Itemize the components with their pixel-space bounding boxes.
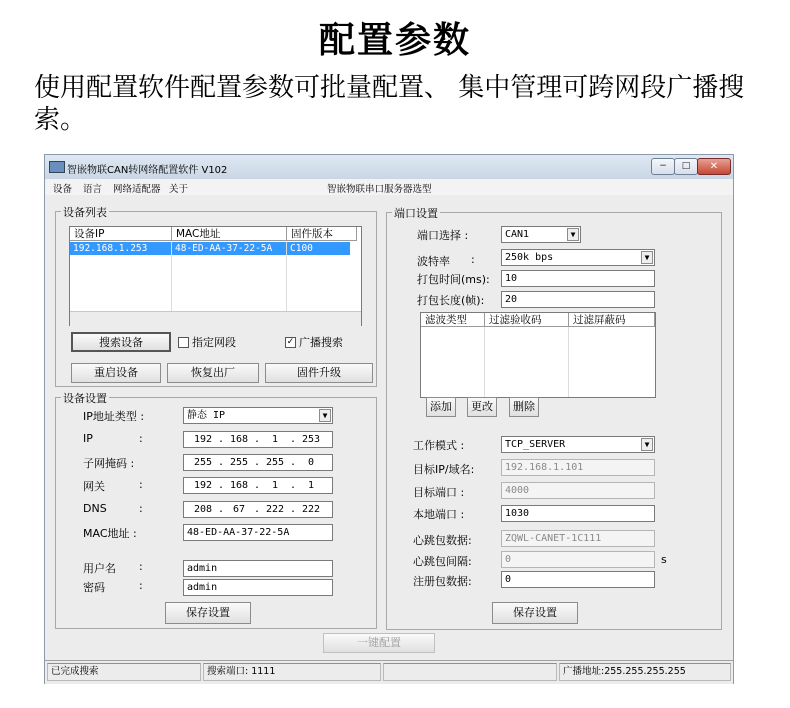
device-list-label: 设备列表 (63, 206, 107, 219)
device-list-table[interactable] (69, 226, 362, 326)
heartbeat-data-label: 心跳包数据: (413, 534, 472, 547)
add-filter-button[interactable]: 添加 (426, 397, 456, 417)
ip-type-value: 静态 IP (187, 410, 226, 421)
column-header-firmware[interactable]: 固件版本 (287, 227, 357, 241)
port-settings-label: 端口设置 (394, 207, 438, 220)
baud-rate-value: 250k bps (505, 252, 554, 263)
ip-dot: . (254, 504, 261, 515)
menu-network-adapter[interactable]: 网络适配器 (113, 184, 161, 195)
ip-octet: 192 (193, 434, 213, 445)
row-mac: 48-ED-AA-37-22-5A (175, 243, 273, 254)
password-label: 密码 (83, 581, 105, 594)
device-settings-label: 设备设置 (63, 392, 107, 405)
password-field[interactable]: admin (183, 579, 333, 596)
save-port-settings-button[interactable]: 保存设置 (492, 602, 578, 624)
register-data-field[interactable]: 0 (501, 571, 655, 588)
ip-colon: : (139, 432, 143, 445)
specify-segment-checkbox[interactable] (178, 337, 189, 348)
packet-length-field[interactable]: 20 (501, 291, 655, 308)
minimize-button[interactable]: − (651, 158, 675, 175)
username-label: 用户名 (83, 562, 116, 575)
broadcast-search-label: 广播搜索 (299, 336, 343, 349)
port-select[interactable] (501, 226, 581, 243)
broadcast-search-checkbox[interactable]: ✓ (286, 337, 295, 347)
row-ip: 192.168.1.253 (73, 243, 148, 254)
baud-label: 波特率 (417, 255, 450, 268)
ip-label: IP (83, 432, 93, 445)
mask-octet: 255 (229, 457, 249, 468)
ip-octet: 1 (271, 434, 279, 445)
subnet-mask-field[interactable] (183, 454, 333, 471)
ip-dot: . (290, 434, 297, 445)
status-blank (383, 663, 557, 681)
horizontal-scrollbar[interactable] (70, 311, 361, 326)
column-divider (171, 241, 172, 311)
ip-octet: 168 (229, 434, 249, 445)
chevron-down-icon[interactable]: ▼ (641, 438, 653, 451)
packet-time-field[interactable]: 10 (501, 270, 655, 287)
search-device-button[interactable]: 搜索设备 (71, 332, 171, 352)
dns-octet: 222 (265, 504, 285, 515)
config-window (44, 154, 734, 684)
ip-octet: 253 (301, 434, 321, 445)
status-broadcast-address: 广播地址:255.255.255.255 (559, 663, 731, 681)
page-description: 使用配置软件配置参数可批量配置、 集中管理可跨网段广播搜索。 (34, 73, 745, 135)
menu-bar (45, 179, 733, 195)
save-device-settings-button[interactable]: 保存设置 (165, 602, 251, 624)
one-click-config-button[interactable]: 一键配置 (323, 633, 435, 653)
gateway-octet: 1 (271, 480, 279, 491)
table-row[interactable] (70, 242, 350, 255)
gateway-octet: 1 (307, 480, 315, 491)
work-mode-label: 工作模式 : (413, 439, 465, 452)
target-ip-label: 目标IP/域名: (413, 463, 475, 476)
factory-reset-button[interactable]: 恢复出厂 (167, 363, 259, 383)
restart-device-button[interactable]: 重启设备 (71, 363, 161, 383)
ip-dot: . (254, 480, 261, 491)
title-bar[interactable] (45, 155, 733, 179)
column-header-ip[interactable]: 设备IP (70, 227, 172, 241)
gateway-field[interactable] (183, 477, 333, 494)
packet-length-label: 打包长度(帧): (417, 294, 485, 307)
work-mode-value: TCP_SERVER (505, 439, 566, 450)
page-heading: 配置参数 (318, 20, 471, 61)
ip-dot: . (218, 434, 225, 445)
ip-dot: . (218, 457, 225, 468)
column-divider (286, 241, 287, 311)
local-port-label: 本地端口 : (413, 508, 465, 521)
gateway-octet: 168 (229, 480, 249, 491)
heartbeat-interval-label: 心跳包间隔: (413, 555, 472, 568)
dns-octet: 67 (232, 504, 246, 515)
column-divider (484, 327, 485, 397)
row-firmware: C100 (290, 243, 313, 254)
ip-dot: . (290, 504, 297, 515)
heartbeat-data-field[interactable]: ZQWL-CANET-1C111 (501, 530, 655, 547)
menu-about[interactable]: 关于 (169, 184, 189, 195)
maximize-button[interactable]: □ (674, 158, 698, 175)
dns-octet: 208 (193, 504, 213, 515)
status-bar (45, 660, 733, 684)
mac-label: MAC地址 : (83, 527, 137, 540)
target-port-field[interactable]: 4000 (501, 482, 655, 499)
filter-table[interactable] (420, 312, 656, 398)
ip-type-label: IP地址类型 : (83, 410, 145, 423)
heartbeat-unit: s (661, 553, 667, 566)
gateway-colon: : (139, 478, 143, 491)
delete-filter-button[interactable]: 删除 (509, 397, 539, 417)
specify-segment-label: 指定网段 (192, 336, 236, 349)
ip-dot: . (254, 434, 261, 445)
heartbeat-interval-field[interactable]: 0 (501, 551, 655, 568)
target-port-label: 目标端口 : (413, 486, 465, 499)
column-header-mac[interactable]: MAC地址 (172, 227, 287, 241)
username-colon: : (139, 560, 143, 573)
dns-octet: 222 (301, 504, 321, 515)
ip-dot: . (218, 480, 225, 491)
menu-device[interactable]: 设备 (53, 184, 73, 195)
modify-filter-button[interactable]: 更改 (467, 397, 497, 417)
column-header-filter-type[interactable]: 滤波类型 (421, 313, 485, 327)
port-select-value: CAN1 (505, 229, 530, 240)
local-port-field[interactable]: 1030 (501, 505, 655, 522)
chevron-down-icon[interactable]: ▼ (319, 409, 331, 422)
ip-dot: . (290, 457, 297, 468)
gateway-octet: 192 (193, 480, 213, 491)
app-icon (49, 161, 65, 173)
gateway-label: 网关 (83, 480, 105, 493)
menu-product-selection[interactable]: 智嵌物联串口服务器选型 (327, 184, 432, 195)
chevron-down-icon[interactable]: ▼ (567, 228, 579, 241)
port-select-label: 端口选择 : (417, 229, 469, 242)
close-button[interactable]: ✕ (697, 158, 731, 175)
window-title: 智嵌物联CAN转网络配置软件 V102 (67, 165, 228, 176)
ip-address-field[interactable] (183, 431, 333, 448)
column-divider (568, 327, 569, 397)
ip-dot: . (218, 504, 225, 515)
menu-language[interactable]: 语言 (83, 184, 103, 195)
target-ip-field[interactable]: 192.168.1.101 (501, 459, 655, 476)
status-state: 已完成搜索 (47, 663, 201, 681)
subnet-mask-label: 子网掩码 : (83, 457, 135, 470)
work-mode-select[interactable] (501, 436, 655, 453)
password-colon: : (139, 579, 143, 592)
mask-octet: 255 (193, 457, 213, 468)
chevron-down-icon[interactable]: ▼ (641, 251, 653, 264)
status-search-port: 搜索端口: 1111 (203, 663, 381, 681)
ip-dot: . (290, 480, 297, 491)
baud-rate-select[interactable] (501, 249, 655, 266)
ip-dot: . (254, 457, 261, 468)
baud-colon: : (471, 253, 475, 266)
dns-colon: : (139, 502, 143, 515)
dns-label: DNS (83, 502, 107, 515)
column-header-acceptance-code[interactable]: 过滤验收码 (485, 313, 569, 327)
ip-type-select[interactable] (183, 407, 333, 424)
mac-field[interactable]: 48-ED-AA-37-22-5A (183, 524, 333, 541)
register-data-label: 注册包数据: (413, 575, 472, 588)
firmware-upgrade-button[interactable]: 固件升级 (265, 363, 373, 383)
username-field[interactable]: admin (183, 560, 333, 577)
mask-octet: 0 (307, 457, 315, 468)
dns-field[interactable] (183, 501, 333, 518)
packet-time-label: 打包时间(ms): (417, 273, 490, 286)
mask-octet: 255 (265, 457, 285, 468)
column-header-mask-code[interactable]: 过滤屏蔽码 (569, 313, 655, 327)
